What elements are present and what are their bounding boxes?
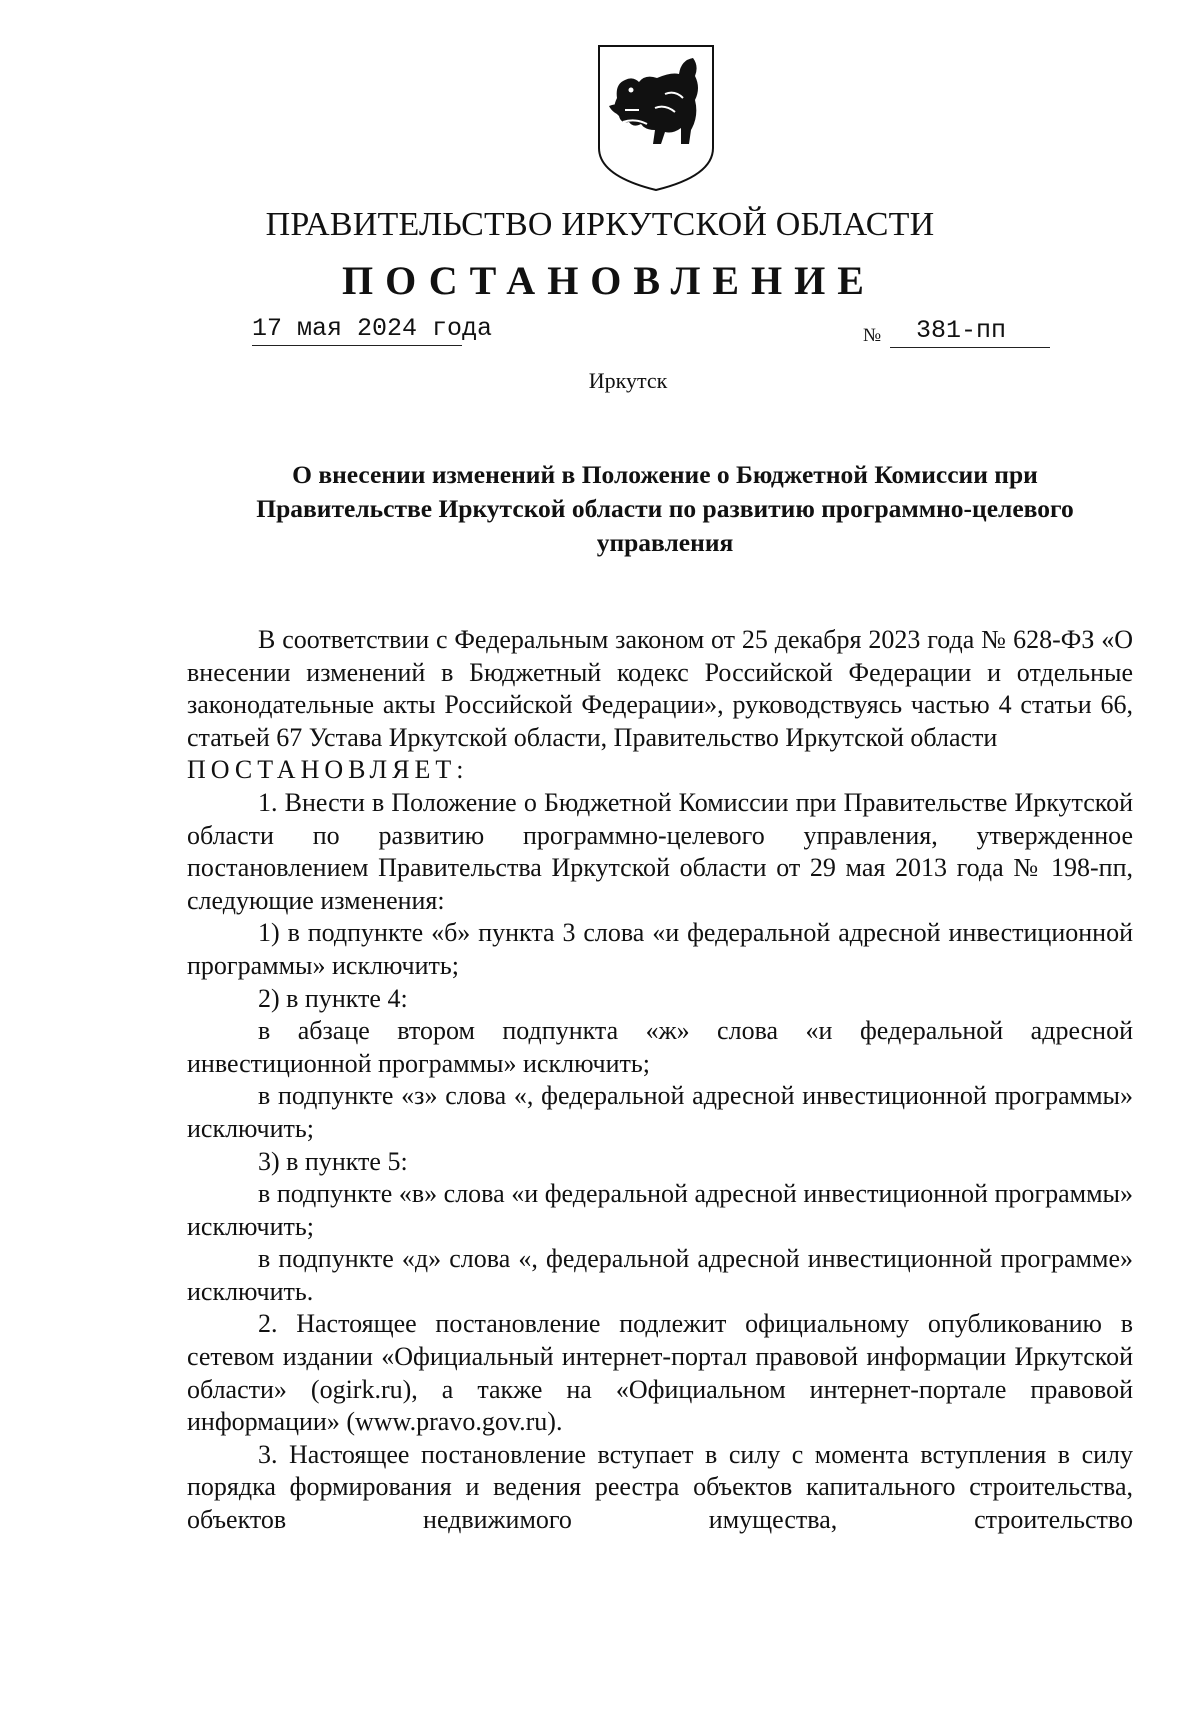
body-paragraph: 1) в подпункте «б» пункта 3 слова «и федеральной адресной инвестиционной программы» исключить; [187, 918, 1133, 980]
body-paragraph: 1. Внести в Положение о Бюджетной Комиссии при Правительстве Иркутской области по развитию программно-целевого управления, утвержденное постановлением Правительства Иркутской области от 29 мая 2013 года № 198-пп, следующие изменения: [187, 787, 1133, 915]
document-type-title: ПОСТАНОВЛЕНИЕ [342, 258, 876, 303]
body-paragraph: в подпункте «в» слова «и федеральной адресной инвестиционной программы» исключить; [187, 1179, 1133, 1241]
body-paragraph: в абзаце втором подпункта «ж» слова «и федеральной адресной инвестиционной программы» исключить; [187, 1016, 1133, 1078]
preamble-paragraph: В соответствии с Федеральным законом от 25 декабря 2023 года № 628-ФЗ «О внесении изменений в Бюджетный кодекс Российской Федерации и отдельные законодательные акты Российской Федерации», руководствуясь частью 4 статьи 66, статьей 67 Устава Иркутской области, Правительство Иркутской области [187, 625, 1133, 752]
body-paragraph: 2) в пункте 4: [258, 983, 408, 1013]
resolves-heading: ПОСТАНОВЛЯЕТ: [187, 755, 469, 785]
subject-line: Правительстве Иркутской области по развитию программно-целевого [256, 494, 1074, 523]
body-paragraph: в подпункте «д» слова «, федеральной адресной инвестиционной программе» исключить. [187, 1244, 1133, 1306]
subject-line: управления [596, 528, 734, 557]
body-paragraph: 3) в пункте 5: [258, 1146, 408, 1176]
document-subject [205, 458, 1125, 560]
body-paragraph: в подпункте «з» слова «, федеральной адресной инвестиционной программы» исключить; [187, 1081, 1133, 1143]
body-paragraph: 2. Настоящее постановление подлежит официальному опубликованию в сетевом издании «Официальный интернет-портал правовой информации Иркутской области» (ogirk.ru), а также на «Официальном интернет-портале правовой информации» (www.pravo.gov.ru). [187, 1309, 1133, 1437]
number-sign: № [863, 325, 882, 346]
document-number: 381-пп [890, 316, 1050, 348]
subject-line: О внесении изменений в Положение о Бюджетной Комиссии при [292, 460, 1038, 489]
coat-of-arms-icon [595, 44, 717, 192]
document-date: 17 мая 2024 года [252, 314, 462, 346]
government-name: ПРАВИТЕЛЬСТВО ИРКУТСКОЙ ОБЛАСТИ [265, 206, 935, 243]
document-body [187, 624, 1133, 1537]
city-name: Иркутск [588, 368, 668, 393]
body-paragraph: 3. Настоящее постановление вступает в силу с момента вступления в силу порядка формирования и ведения реестра объектов капитального строительства, объектов недвижимого имущества, строительство [187, 1439, 1133, 1535]
